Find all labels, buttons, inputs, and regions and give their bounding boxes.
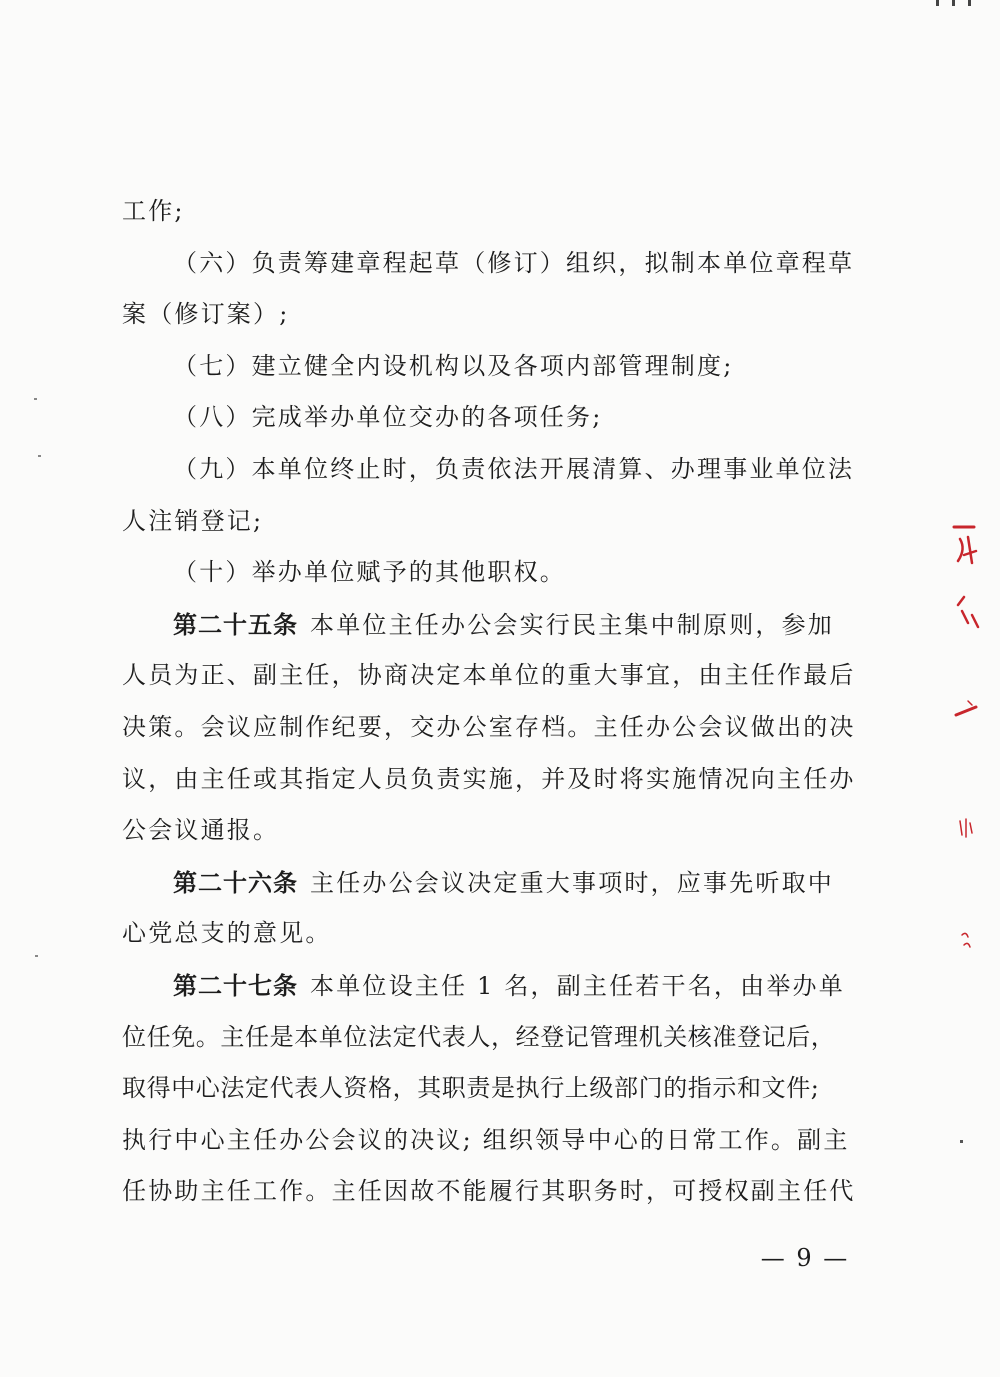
text-line: （八）完成举办单位交办的各项任务;	[173, 403, 603, 432]
text-line: 议，由主任或其指定人员负责实施，并及时将实施情况向主任办	[122, 764, 856, 793]
text-line: （七）建立健全内设机构以及各项内部管理制度;	[173, 351, 734, 380]
text-line: 本单位设主任 1 名，副主任若干名，由举办单	[310, 971, 845, 1000]
text-line: 主任办公会议决定重大事项时，应事先听取中	[310, 868, 834, 897]
text-line: 案（修订案）;	[122, 300, 290, 329]
scan-mark	[952, 0, 955, 6]
text-line: 人注销登记;	[122, 506, 264, 535]
text-line: 取得中心法定代表人资格，其职责是执行上级部门的指示和文件;	[122, 1074, 820, 1103]
scan-mark	[968, 0, 971, 6]
article-27-first-line	[122, 960, 850, 1012]
scan-mark	[936, 0, 939, 6]
seal-stamp-edge	[944, 515, 1000, 1015]
page-number: — 9 —	[760, 1244, 850, 1272]
text-line: 本单位主任办公会实行民主集中制原则，参加	[310, 610, 834, 639]
text-line: 决策。会议应制作纪要，交办公室存档。主任办公会议做出的决	[122, 712, 856, 741]
article-26-first-line	[122, 857, 850, 909]
scan-mark	[960, 1140, 963, 1143]
text-line: （十）举办单位赋予的其他职权。	[173, 558, 566, 587]
article-heading: 第二十七条	[173, 970, 298, 1000]
text-line: 公会议通报。	[122, 816, 280, 845]
article-heading: 第二十五条	[173, 609, 298, 639]
text-line: 执行中心主任办公会议的决议; 组织领导中心的日常工作。副主	[122, 1125, 850, 1154]
scan-mark	[34, 398, 37, 400]
text-line: 任协助主任工作。主任因故不能履行其职务时，可授权副主任代	[122, 1177, 856, 1206]
text-line: 人员为正、副主任，协商决定本单位的重大事宜，由主任作最后	[122, 661, 856, 690]
text-line: 工作;	[122, 197, 185, 225]
text-line: （九）本单位终止时，负责依法开展清算、办理事业单位法	[173, 454, 855, 483]
text-line: （六）负责筹建章程起草（修订）组织，拟制本单位章程草	[173, 248, 855, 277]
text-line: 位任免。主任是本单位法定代表人，经登记管理机关核准登记后，	[122, 1022, 836, 1051]
text-line: 心党总支的意见。	[122, 919, 332, 948]
scan-mark	[38, 455, 41, 457]
scan-mark	[35, 955, 38, 957]
article-25-first-line	[122, 599, 850, 651]
document-body	[122, 186, 856, 1218]
article-heading: 第二十六条	[173, 867, 298, 897]
